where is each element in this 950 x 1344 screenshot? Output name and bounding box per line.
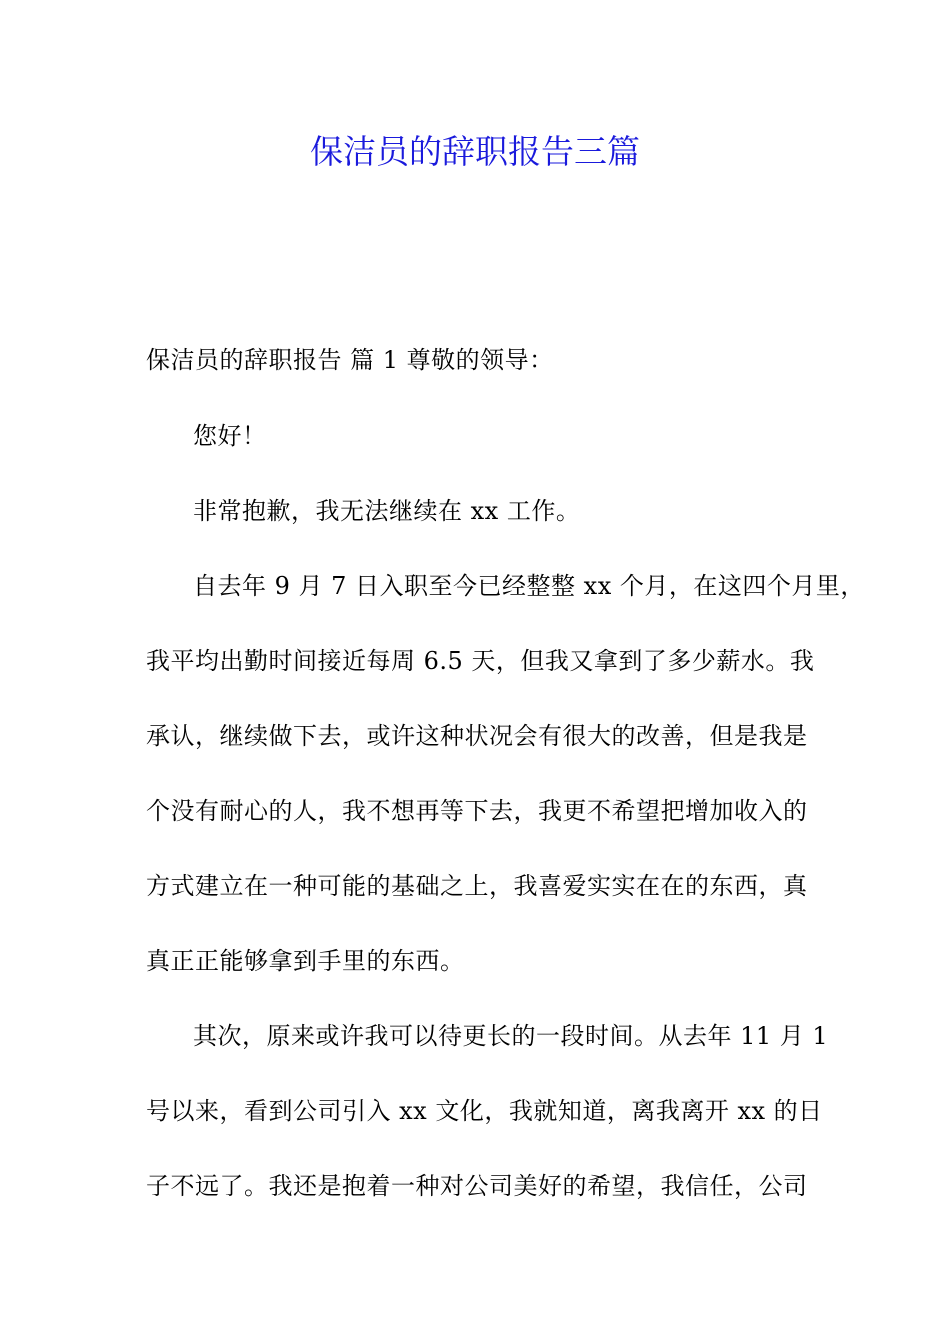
body-line-heading: 保洁员的辞职报告 篇 1 尊敬的领导： <box>146 346 554 374</box>
body-line: 子不远了。我还是抱着一种对公司美好的希望，我信任，公司 <box>146 1172 808 1200</box>
body-line-greeting: 您好！ <box>193 422 267 450</box>
body-line: 方式建立在一种可能的基础之上，我喜爱实实在在的东西，真 <box>146 872 808 900</box>
body-line-paragraph-1: 非常抱歉，我无法继续在 xx 工作。 <box>193 497 581 525</box>
body-line-paragraph-2-start: 自去年 9 月 7 日入职至今已经整整 xx 个月，在这四个月里， <box>193 572 865 600</box>
body-line: 真正正能够拿到手里的东西。 <box>146 947 465 975</box>
document-title: 保洁员的辞职报告三篇 <box>310 132 640 171</box>
body-line: 我平均出勤时间接近每周 6.5 天，但我又拿到了多少薪水。我 <box>146 647 815 675</box>
body-line: 承认，继续做下去，或许这种状况会有很大的改善，但是我是 <box>146 722 808 750</box>
body-line-paragraph-3-start: 其次，原来或许我可以待更长的一段时间。从去年 11 月 1 <box>193 1022 829 1050</box>
body-line: 个没有耐心的人，我不想再等下去，我更不希望把增加收入的 <box>146 797 808 825</box>
body-line: 号以来，看到公司引入 xx 文化，我就知道，离我离开 xx 的日 <box>146 1097 823 1125</box>
